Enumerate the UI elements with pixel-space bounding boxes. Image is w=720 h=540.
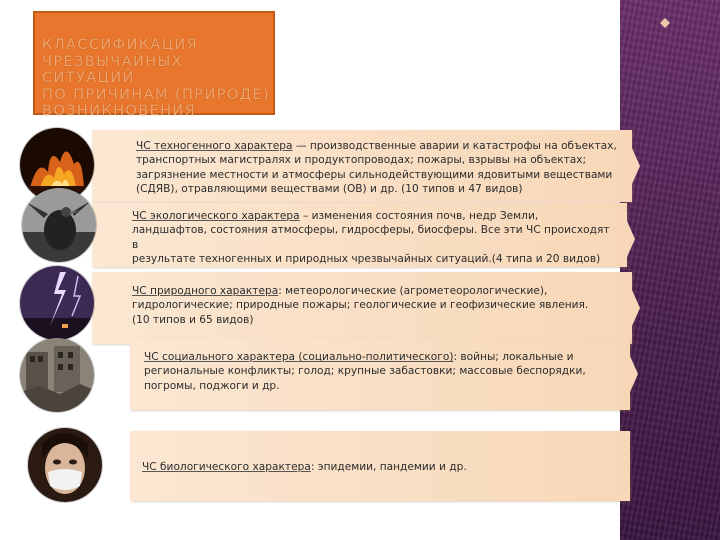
list-item [92,130,632,202]
item-lead: ЧС социального характера (социально-политического) [144,351,454,363]
item-rest: — производственные аварии и катастрофы на объектах, транспортных магистралях и продуктопроводах; пожары, взрывы на объектах; загрязнение местности и атмосферы сильнодействующими ядовитыми веществами (СДЯВ), отравляющими веществами (ОВ) и др. (10 типов и 47 видов) [136,140,617,195]
side-decor-strip [620,0,720,540]
lightning-photo-icon [20,266,94,340]
item-text [132,284,618,327]
item-text [144,350,616,393]
item-rest: – изменения состояния почв, недр Земли, ландшафтов, состояния атмосферы, гидросферы, биосферы. Все эти ЧС происходят в результате техногенных и природных чрезвычайных ситуаций.(4 типа и 20 видов) [132,210,610,265]
item-text [136,139,618,196]
page-title: КЛАССИФИКАЦИЯ ЧРЕЗВЫЧАЙНЫХ СИТУАЦИЙ ПО ПРИЧИНАМ (ПРИРОДЕ) ВОЗНИКНОВЕНИЯ [42,37,271,119]
item-lead: ЧС биологического характера [142,461,311,473]
list-item [92,203,627,267]
item-text [142,460,616,474]
list-item [92,272,632,344]
mask-photo-icon [28,428,102,502]
item-rest: : войны; локальные и региональные конфликты; голод; крупные забастовки; массовые беспорядки, погромы, поджоги и др. [144,351,586,392]
item-lead: ЧС экологического характера [132,210,300,222]
list-item [130,431,630,501]
item-rest: : эпидемии, пандемии и др. [310,461,467,473]
item-rest: : метеорологические (агрометеорологические), гидрологические; природные пожары; геологические и геофизические явления. (10 типов и 65 видов) [132,285,589,326]
diamond-icon [660,18,670,23]
item-text [132,209,613,266]
item-lead: ЧС природного характера [132,285,279,297]
title-box [33,11,275,119]
bird-oil-photo-icon [22,188,96,262]
item-lead: ЧС техногенного характера [136,140,293,152]
list-item [130,338,630,410]
ruins-photo-icon [20,338,94,412]
